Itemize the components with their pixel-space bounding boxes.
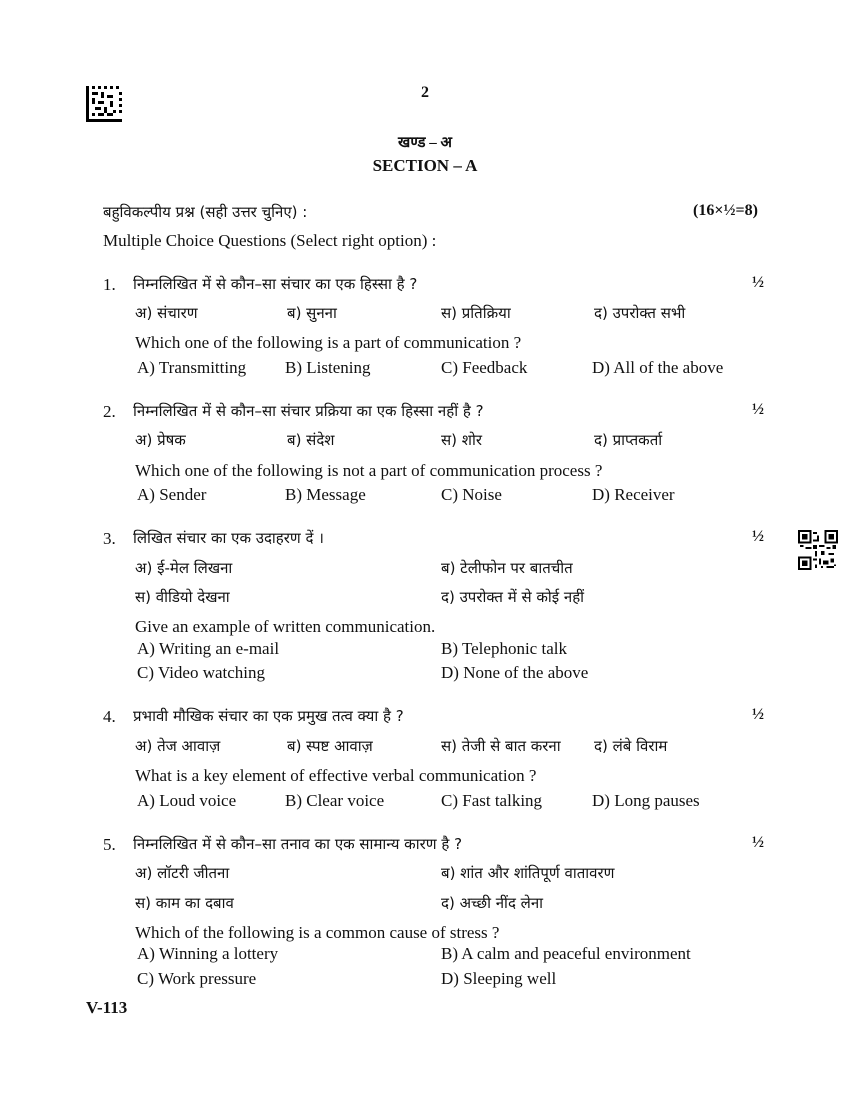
question-text-english: Which one of the following is not a part of communication process ? (135, 461, 603, 480)
option-english: C) Work pressure (137, 969, 257, 988)
question-text-english: Which of the following is a common cause of stress ? (135, 923, 500, 942)
question-marks: ½ (752, 834, 764, 851)
qr-code-image (798, 530, 838, 570)
option-hindi: अ) प्रेषक (135, 431, 186, 449)
option-english: B) A calm and peaceful environment (441, 944, 691, 963)
option-hindi: ब) सुनना (287, 304, 337, 322)
question-text-hindi: निम्नलिखित में से कौन–सा तनाव का एक सामान्य कारण है ? (133, 835, 463, 853)
option-hindi: द) अच्छी नींद लेना (441, 894, 544, 912)
question-text-hindi: निम्नलिखित में से कौन–सा संचार का एक हिस्सा है ? (133, 275, 418, 293)
paper-code: V-113 (86, 998, 128, 1017)
option-english: A) Transmitting (137, 358, 247, 377)
option-english: B) Clear voice (285, 791, 385, 810)
option-hindi: अ) तेज आवाज़ (135, 737, 221, 755)
option-hindi: ब) स्पष्ट आवाज़ (287, 737, 373, 755)
instruction-english: Multiple Choice Questions (Select right option) : (103, 231, 437, 250)
option-hindi: द) लंबे विराम (594, 737, 668, 755)
question-number: 5. (103, 835, 116, 854)
page-number: 2 (421, 84, 429, 101)
option-hindi: ब) टेलीफोन पर बातचीत (441, 559, 573, 577)
question-text-english: What is a key element of effective verbal communication ? (135, 766, 537, 785)
question-text-hindi: लिखित संचार का एक उदाहरण दें । (133, 529, 324, 547)
option-english: A) Winning a lottery (137, 944, 279, 963)
question-text-hindi: निम्नलिखित में से कौन–सा संचार प्रक्रिया का एक हिस्सा नहीं है ? (133, 402, 484, 420)
option-hindi: स) वीडियो देखना (135, 588, 230, 606)
option-english: C) Fast talking (441, 791, 543, 810)
question-text-hindi: प्रभावी मौखिक संचार का एक प्रमुख तत्व क्या है ? (133, 707, 404, 725)
question-marks: ½ (752, 528, 764, 545)
total-marks: (16×½=8) (693, 202, 758, 219)
question-number: 2. (103, 402, 116, 421)
option-hindi: अ) लॉटरी जीतना (135, 864, 230, 882)
question-text-english: Which one of the following is a part of communication ? (135, 333, 522, 352)
option-hindi: द) उपरोक्त सभी (594, 304, 686, 322)
question-marks: ½ (752, 274, 764, 291)
option-hindi: स) प्रतिक्रिया (441, 304, 511, 322)
option-english: A) Writing an e-mail (137, 639, 280, 658)
option-english: D) All of the above (592, 358, 724, 377)
question-number: 4. (103, 707, 116, 726)
option-english: D) None of the above (441, 663, 589, 682)
option-english: D) Long pauses (592, 791, 700, 810)
option-hindi: अ) संचारण (135, 304, 198, 322)
instruction-hindi: बहुविकल्पीय प्रश्न (सही उत्तर चुनिए) : (103, 203, 308, 221)
option-english: A) Loud voice (137, 791, 237, 810)
option-english: B) Message (285, 485, 366, 504)
question-marks: ½ (752, 706, 764, 723)
option-hindi: ब) शांत और शांतिपूर्ण वातावरण (441, 864, 615, 882)
section-title-english: SECTION – A (372, 156, 478, 175)
option-english: C) Noise (441, 485, 502, 504)
option-english: D) Receiver (592, 485, 675, 504)
option-hindi: द) प्राप्तकर्ता (594, 431, 663, 449)
question-text-english: Give an example of written communication. (135, 617, 436, 636)
option-english: C) Video watching (137, 663, 266, 682)
question-marks: ½ (752, 401, 764, 418)
option-hindi: ब) संदेश (287, 431, 335, 449)
option-english: B) Telephonic talk (441, 639, 567, 658)
option-hindi: स) शोर (441, 431, 482, 449)
question-number: 1. (103, 275, 116, 294)
option-hindi: स) काम का दबाव (135, 894, 234, 912)
option-hindi: अ) ई-मेल लिखना (135, 559, 233, 577)
option-english: C) Feedback (441, 358, 528, 377)
option-english: B) Listening (285, 358, 371, 377)
option-hindi: स) तेजी से बात करना (441, 737, 561, 755)
question-number: 3. (103, 529, 116, 548)
section-title-hindi: खण्ड – अ (398, 135, 452, 151)
option-hindi: द) उपरोक्त में से कोई नहीं (441, 588, 585, 606)
option-english: D) Sleeping well (441, 969, 557, 988)
option-english: A) Sender (137, 485, 207, 504)
